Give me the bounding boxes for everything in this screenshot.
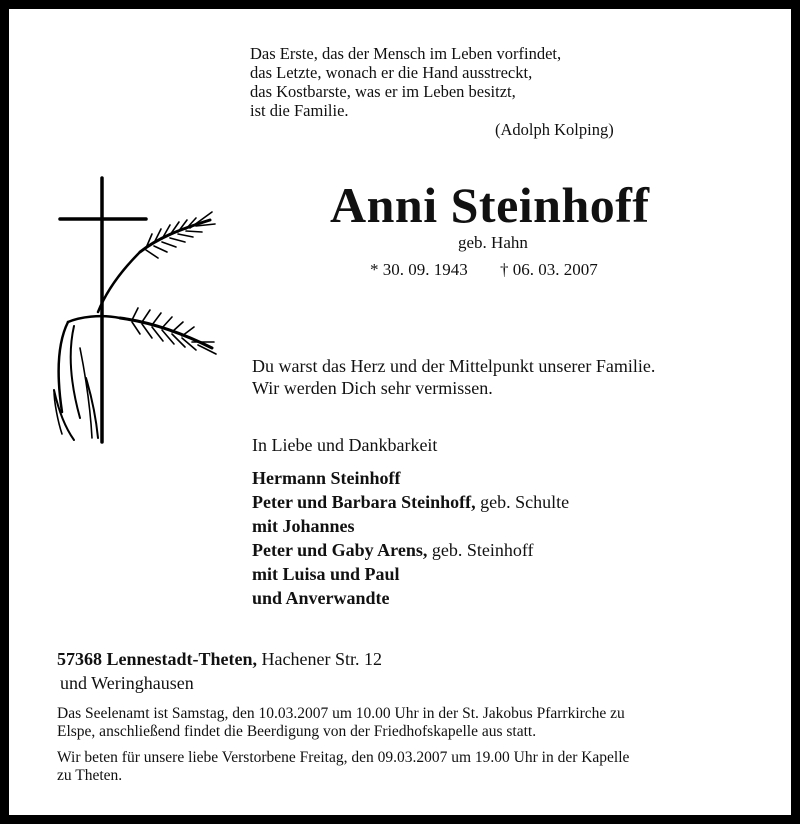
mourners-intro: In Liebe und Dankbarkeit bbox=[252, 435, 438, 455]
mourner-suffix: geb. Schulte bbox=[475, 492, 570, 512]
notice-line: Das Seelenamt ist Samstag, den 10.03.2007 um 10.00 Uhr in der St. Jakobus Pfarrkirche zu bbox=[57, 705, 625, 722]
mourner-entry bbox=[252, 586, 569, 610]
deceased-name: Anni Steinhoff bbox=[330, 177, 650, 233]
mourner-name: Peter und Gaby Arens, bbox=[252, 540, 428, 560]
address-line-2: und Weringhausen bbox=[60, 673, 194, 693]
mourner-entry bbox=[252, 466, 569, 490]
mourner-entry bbox=[252, 514, 569, 538]
mourner-entry bbox=[252, 490, 569, 514]
notice-line: Elspe, anschließend findet die Beerdigung von der Friedhofskapelle aus statt. bbox=[57, 723, 537, 740]
notice-line: zu Theten. bbox=[57, 767, 123, 784]
quote-author: (Adolph Kolping) bbox=[495, 120, 614, 139]
mourner-entry bbox=[252, 538, 569, 562]
tribute-line: Du warst das Herz und der Mittelpunkt unserer Familie. bbox=[252, 356, 656, 376]
life-dates bbox=[370, 260, 598, 280]
tribute-line: Wir werden Dich sehr vermissen. bbox=[252, 378, 493, 398]
address-city: 57368 Lennestadt-Theten, bbox=[57, 649, 258, 669]
tribute-text bbox=[252, 355, 655, 399]
requiem-notice bbox=[57, 705, 757, 741]
quote-line: das Kostbarste, was er im Leben besitzt, bbox=[250, 82, 516, 101]
quote-line: das Letzte, wonach er die Hand ausstreckt, bbox=[250, 63, 533, 82]
address-line bbox=[57, 649, 382, 670]
mourner-name: Peter und Barbara Steinhoff, bbox=[252, 492, 476, 512]
quote-line: ist die Familie. bbox=[250, 101, 349, 120]
quote-line: Das Erste, das der Mensch im Leben vorfindet, bbox=[250, 44, 562, 63]
notice-line: Wir beten für unsere liebe Verstorbene Freitag, den 09.03.2007 um 19.00 Uhr in der Kapelle bbox=[57, 749, 630, 766]
mourner-suffix: geb. Steinhoff bbox=[427, 540, 534, 560]
prayer-notice bbox=[57, 749, 757, 785]
mourners-list bbox=[252, 433, 569, 610]
maiden-name: geb. Hahn bbox=[458, 233, 528, 252]
mourner-name: mit Luisa und Paul bbox=[252, 564, 400, 584]
mourner-name: und Anverwandte bbox=[252, 588, 390, 608]
mourner-name: mit Johannes bbox=[252, 516, 355, 536]
mourner-name: Hermann Steinhoff bbox=[252, 468, 401, 488]
mourner-entry bbox=[252, 562, 569, 586]
address-street: Hachener Str. 12 bbox=[257, 649, 382, 669]
birth-date: * 30. 09. 1943 bbox=[370, 260, 468, 279]
death-date: † 06. 03. 2007 bbox=[500, 260, 598, 279]
opening-quote bbox=[250, 44, 561, 120]
cross-with-wheat-icon bbox=[40, 172, 230, 452]
